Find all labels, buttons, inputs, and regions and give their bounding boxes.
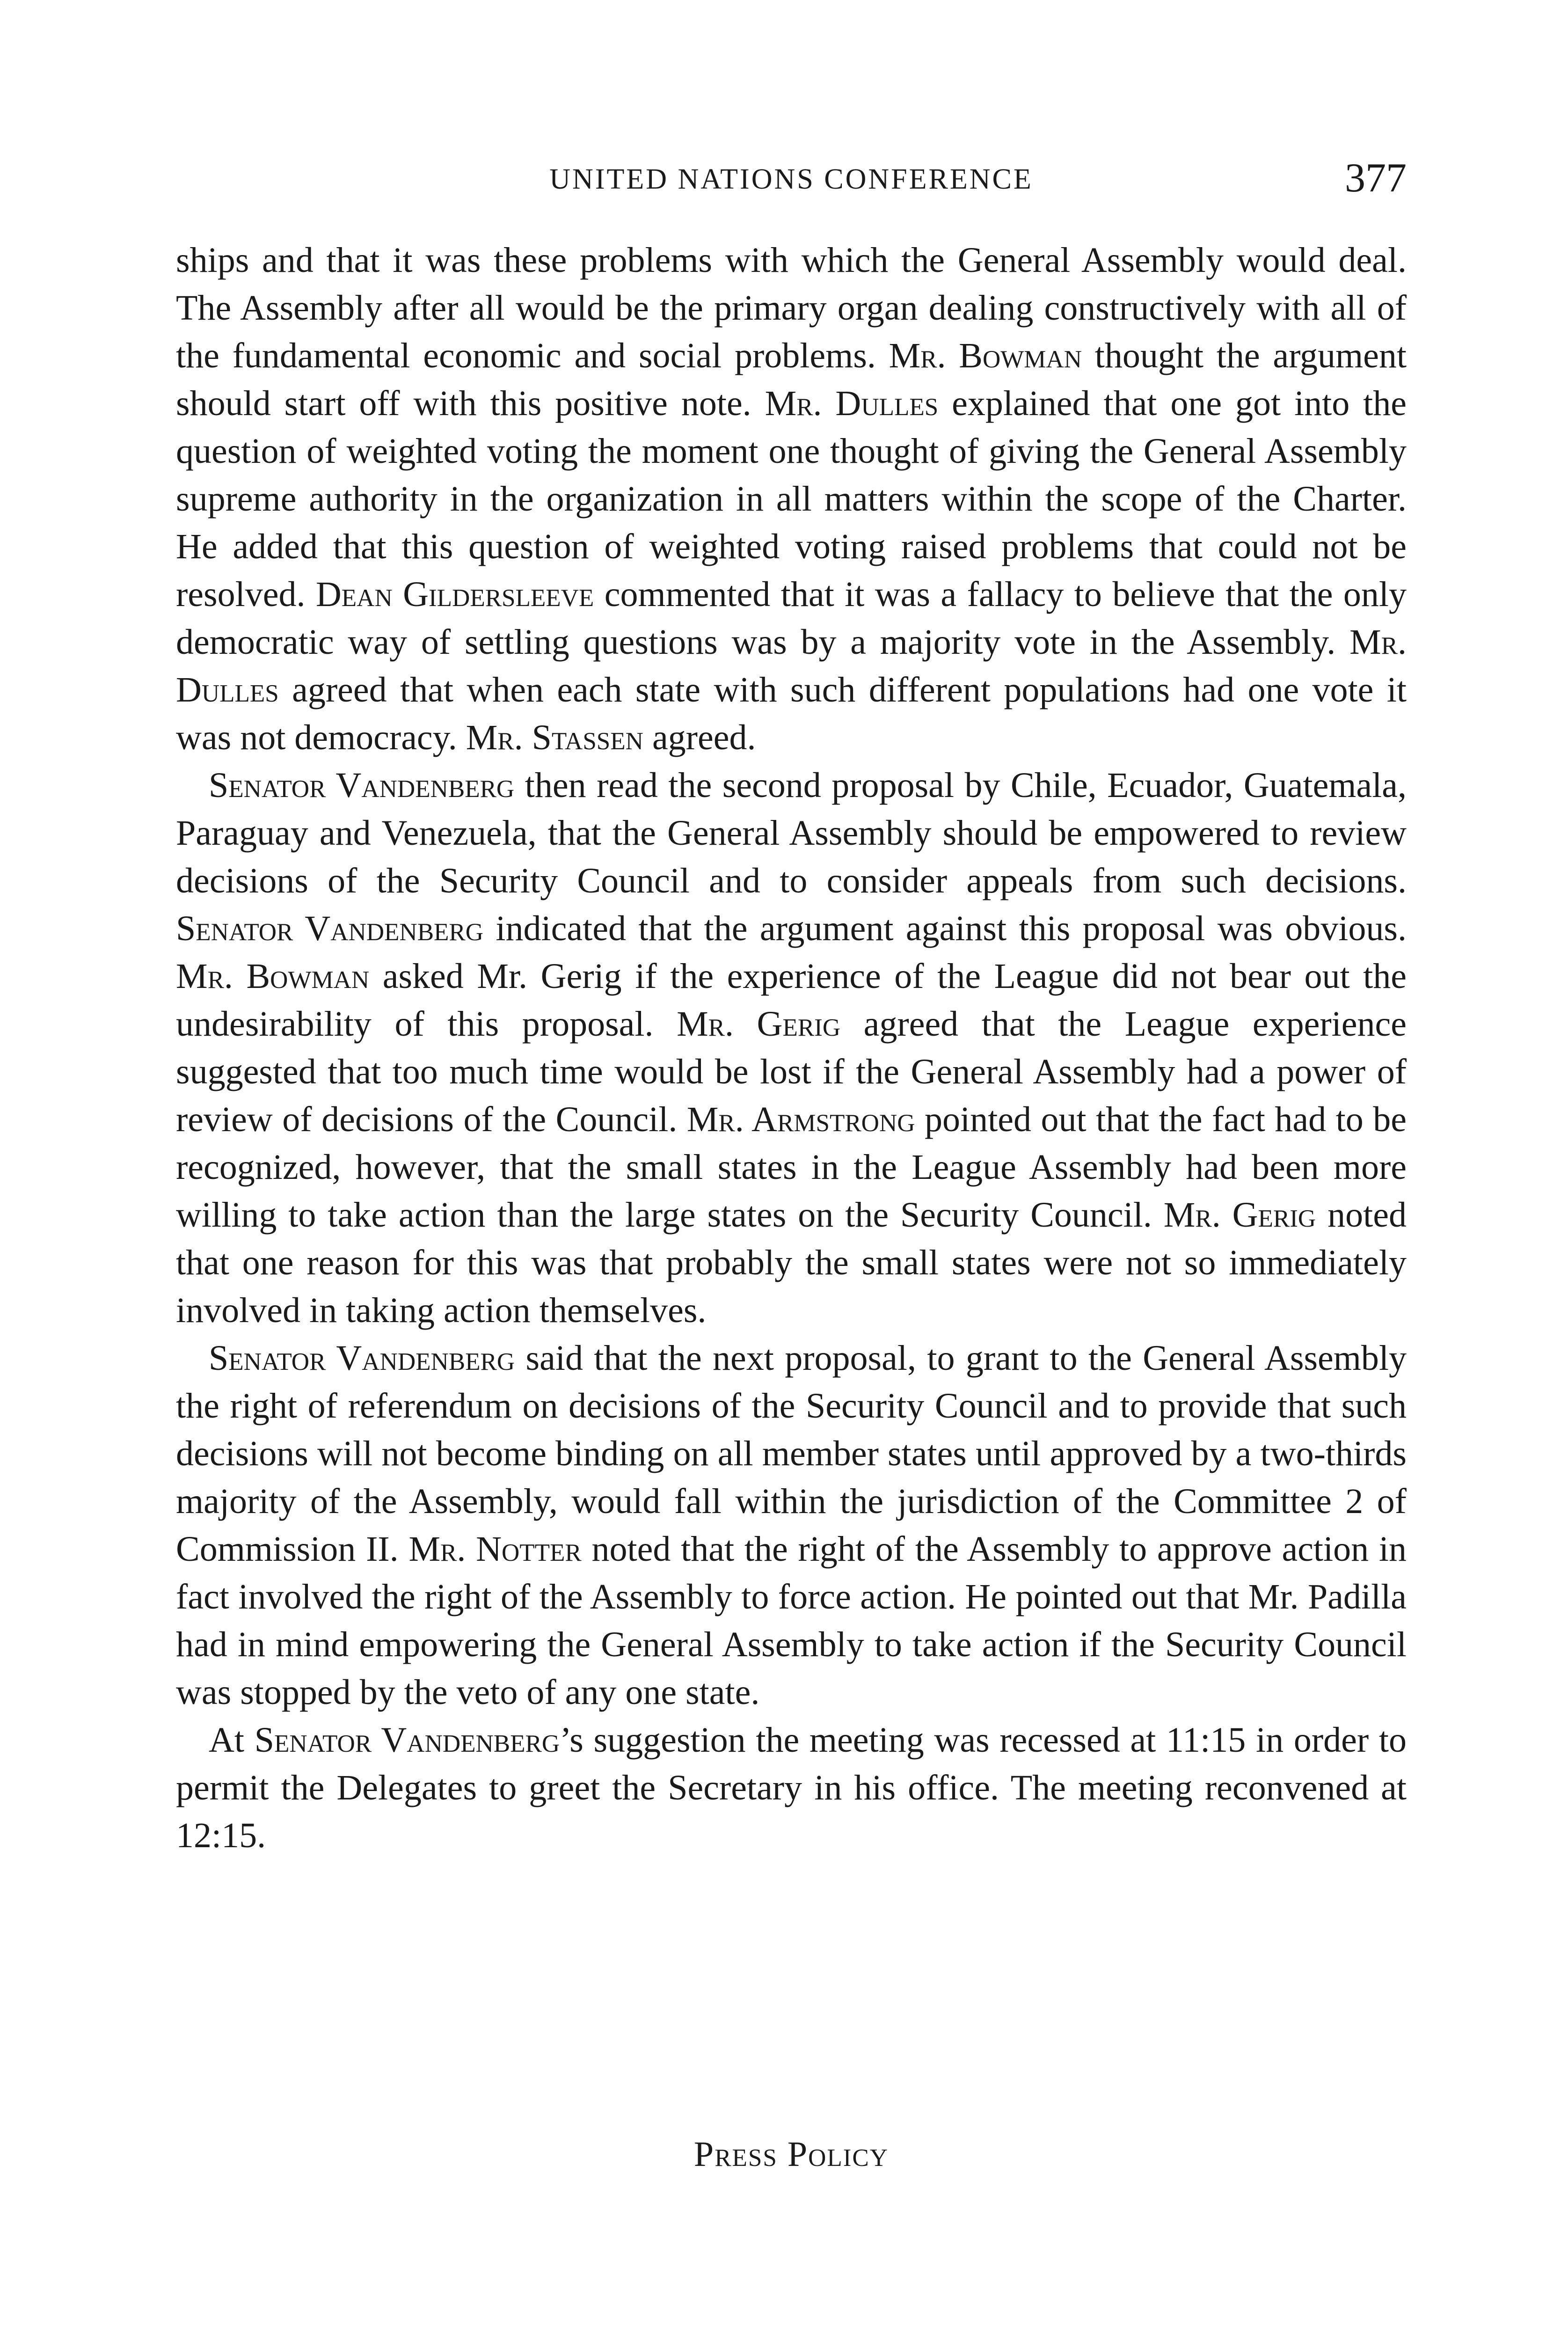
paragraph	[176, 761, 1407, 1334]
text-run: said that the next proposal, to grant to the General Assembly the right of referendum on decisions of the Security Council and to provide that such decisions will not become binding on all member states until approved by a two-thirds majority of the Assembly, would fall within the jurisdiction of the Committee 2 of Commission II.	[176, 1338, 1407, 1569]
page-number: 377	[1345, 155, 1407, 201]
text-run: agreed that the League experience suggested that too much time would be lost if the General Assembly had a power of review of decisions of the Council.	[176, 1004, 1407, 1139]
text-run: asked Mr. Gerig if the experience of the League did not bear out the undesirability of this proposal.	[176, 957, 1407, 1044]
text-run: noted that the right of the Assembly to approve action in fact involved the right of the Assembly to force action. He pointed out that Mr. Padilla had in mind empowering the General Assembly to take action if the Security Council was stopped by the veto of any one state.	[176, 1529, 1407, 1712]
paragraph	[176, 1334, 1407, 1716]
speaker-name: Senator Vandenberg	[254, 1720, 560, 1760]
text-run: explained that one got into the question of weighted voting the moment one thought of giving the General Assembly supreme authority in the organization in all matters within the scope of the Charter. He added that this question of weighted voting raised problems that could not be resolved.	[176, 384, 1407, 614]
speaker-name: Mr. Gerig	[677, 1004, 841, 1044]
speaker-name: Mr. Dulles	[765, 384, 939, 423]
speaker-name: Mr. Notter	[408, 1529, 582, 1569]
body-text	[176, 236, 1407, 1859]
text-run: indicated that the argument against this proposal was obvious.	[483, 909, 1407, 948]
speaker-name: Senator Vandenberg	[176, 909, 484, 948]
speaker-name: Mr. Bowman	[889, 336, 1082, 375]
running-title: UNITED NATIONS CONFERENCE	[549, 163, 1033, 195]
speaker-name: Mr. Dulles	[176, 622, 1407, 709]
text-run: agreed.	[643, 718, 756, 757]
text-run: ships and that it was these problems with which the General Assembly would deal. The Assembly after all would be the primary organ dealing constructively with all of the fundamental economic and social problems.	[176, 241, 1407, 375]
speaker-name: Mr. Bowman	[176, 957, 370, 996]
speaker-name: Senator Vandenberg	[209, 1338, 515, 1378]
text-run: At	[209, 1720, 255, 1760]
speaker-name: Dean Gildersleeve	[315, 575, 594, 614]
paragraph	[176, 1716, 1407, 1859]
text-run: then read the second proposal by Chile, Ecuador, Guatemala, Paraguay and Venezuela, that the General Assembly should be empowered to review decisions of the Security Council and to consider appeals from such decisions.	[176, 766, 1407, 900]
text-run: thought the argument should start off with this positive note.	[176, 336, 1407, 423]
running-head	[176, 154, 1407, 206]
paragraph	[176, 236, 1407, 761]
text-run: pointed out that the fact had to be recognized, however, that the small states in the League Assembly had been more willing to take action than the large states on the Security Council.	[176, 1100, 1407, 1235]
text-run: agreed that when each state with such different populations had one vote it was not democracy.	[176, 670, 1407, 757]
speaker-name: Senator Vandenberg	[209, 766, 515, 805]
text-run: commented that it was a fallacy to believe that the only democratic way of settling questions was by a majority vote in the Assembly.	[176, 575, 1407, 662]
speaker-name: Mr. Armstrong	[686, 1100, 915, 1139]
speaker-name: Mr. Stassen	[466, 718, 643, 757]
text-run: ’s suggestion the meeting was recessed at 11:15 in order to permit the Delegates to greet the Secretary in his office. The meeting reconvened at 12:15.	[176, 1720, 1407, 1855]
text-run: noted that one reason for this was that probably the small states were not so immediately involved in taking action themselves.	[176, 1195, 1407, 1330]
speaker-name: Mr. Gerig	[1163, 1195, 1316, 1235]
section-heading: Press Policy	[693, 2135, 889, 2174]
